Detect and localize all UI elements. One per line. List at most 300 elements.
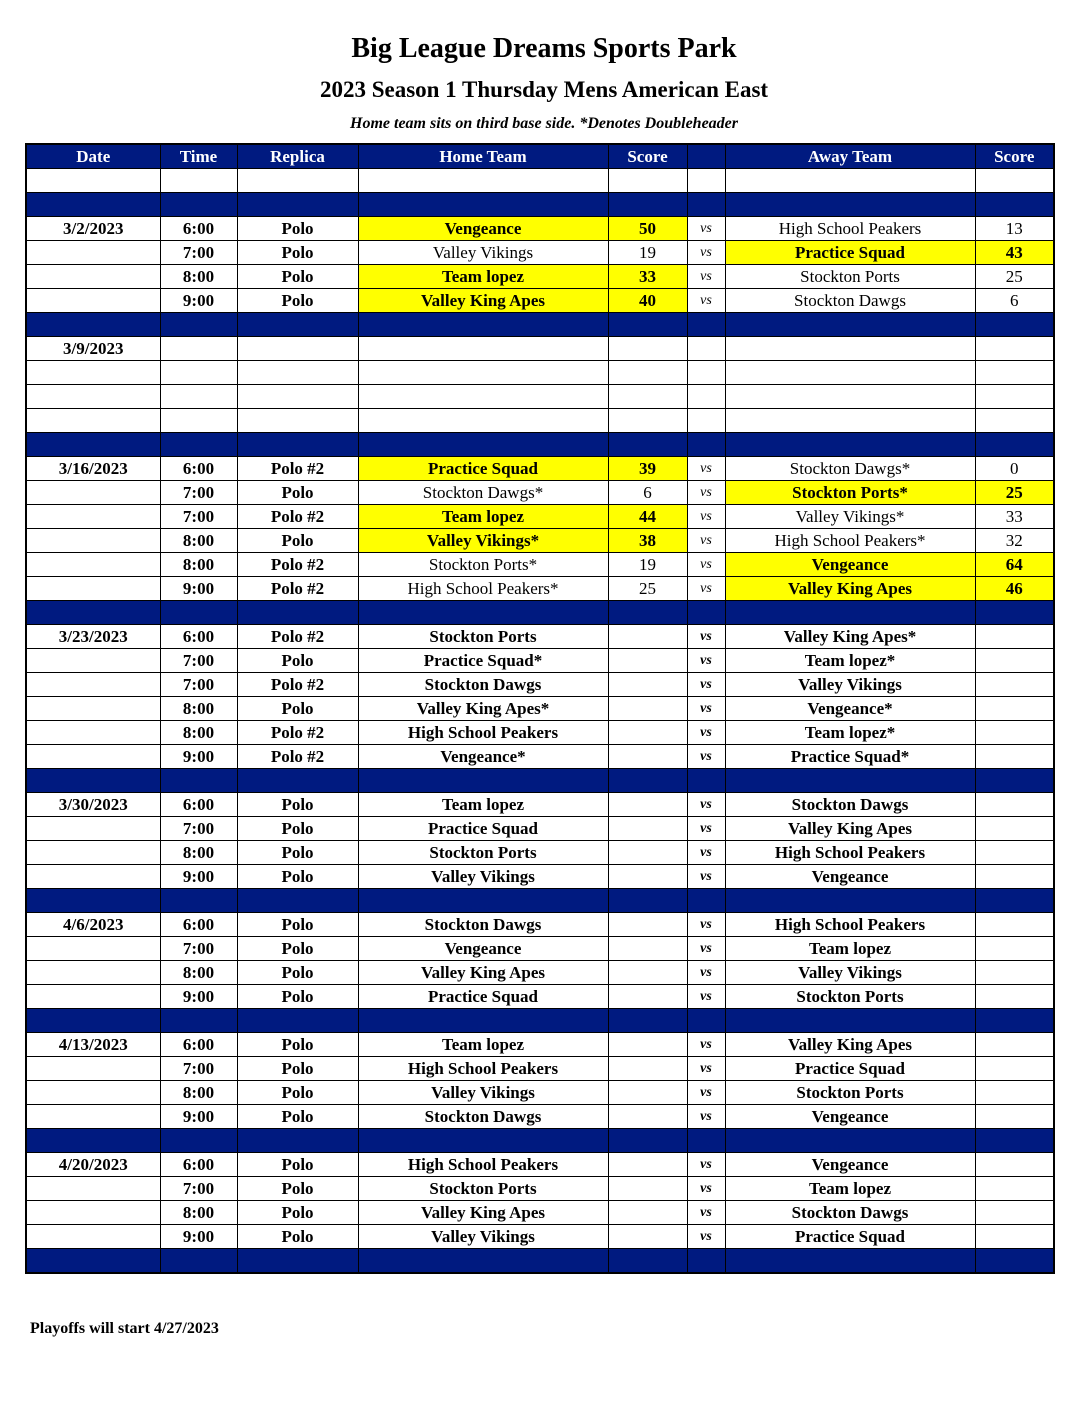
away-team-cell: Stockton Dawgs	[725, 1201, 975, 1225]
date-cell	[26, 649, 160, 673]
home-score-cell	[608, 793, 687, 817]
separator-cell	[160, 769, 237, 793]
away-score-cell: 32	[975, 529, 1054, 553]
away-team-cell: High School Peakers*	[725, 529, 975, 553]
home-score-cell	[608, 649, 687, 673]
time-cell: 8:00	[160, 841, 237, 865]
replica-cell: Polo #2	[237, 625, 358, 649]
time-cell: 8:00	[160, 1081, 237, 1105]
date-cell	[26, 241, 160, 265]
time-cell	[160, 409, 237, 433]
separator-cell	[160, 433, 237, 457]
col-home-score-header: Score	[608, 144, 687, 169]
separator-cell	[26, 769, 160, 793]
vs-cell: vs	[687, 793, 725, 817]
date-cell	[26, 529, 160, 553]
time-cell: 7:00	[160, 673, 237, 697]
away-team-cell: Vengeance	[725, 1105, 975, 1129]
separator-cell	[975, 433, 1054, 457]
separator-cell	[975, 889, 1054, 913]
away-score-cell	[975, 937, 1054, 961]
replica-cell: Polo	[237, 697, 358, 721]
separator-cell	[725, 769, 975, 793]
date-cell	[26, 697, 160, 721]
home-team-cell: Practice Squad*	[358, 649, 608, 673]
home-team-cell: Vengeance*	[358, 745, 608, 769]
time-cell: 7:00	[160, 481, 237, 505]
vs-cell: vs	[687, 697, 725, 721]
vs-cell: vs	[687, 625, 725, 649]
separator-cell	[608, 1129, 687, 1153]
separator-cell	[237, 601, 358, 625]
home-team-cell: Team lopez	[358, 265, 608, 289]
time-cell	[160, 385, 237, 409]
home-score-cell	[608, 1225, 687, 1249]
home-score-cell	[608, 169, 687, 193]
game-row	[26, 625, 1054, 649]
game-row	[26, 505, 1054, 529]
col-date-header: Date	[26, 144, 160, 169]
separator-cell	[358, 1009, 608, 1033]
replica-cell: Polo	[237, 1057, 358, 1081]
separator-cell	[608, 601, 687, 625]
separator-row	[26, 601, 1054, 625]
separator-cell	[160, 889, 237, 913]
time-cell: 9:00	[160, 1105, 237, 1129]
away-team-cell: Valley King Apes	[725, 817, 975, 841]
home-team-cell: High School Peakers	[358, 721, 608, 745]
replica-cell: Polo	[237, 529, 358, 553]
col-away-team-header: Away Team	[725, 144, 975, 169]
away-team-cell: High School Peakers	[725, 217, 975, 241]
home-team-cell: Valley Vikings	[358, 1081, 608, 1105]
game-row	[26, 913, 1054, 937]
away-team-cell: Vengeance	[725, 553, 975, 577]
vs-cell: vs	[687, 529, 725, 553]
home-team-cell: Stockton Dawgs	[358, 913, 608, 937]
date-cell	[26, 841, 160, 865]
replica-cell: Polo	[237, 1033, 358, 1057]
away-score-cell	[975, 913, 1054, 937]
time-cell: 6:00	[160, 793, 237, 817]
game-row	[26, 1057, 1054, 1081]
header-row	[26, 144, 1054, 169]
away-score-cell	[975, 793, 1054, 817]
replica-cell: Polo	[237, 265, 358, 289]
time-cell: 8:00	[160, 529, 237, 553]
game-row	[26, 985, 1054, 1009]
away-score-cell	[975, 721, 1054, 745]
date-cell	[26, 1105, 160, 1129]
vs-cell	[687, 169, 725, 193]
home-team-cell: Stockton Ports	[358, 625, 608, 649]
away-score-cell	[975, 337, 1054, 361]
time-cell: 9:00	[160, 985, 237, 1009]
away-score-cell: 43	[975, 241, 1054, 265]
replica-cell: Polo #2	[237, 553, 358, 577]
away-team-cell: Stockton Dawgs*	[725, 457, 975, 481]
away-team-cell: Valley Vikings*	[725, 505, 975, 529]
separator-cell	[237, 1129, 358, 1153]
home-score-cell: 25	[608, 577, 687, 601]
separator-cell	[975, 1129, 1054, 1153]
separator-cell	[975, 601, 1054, 625]
doubleheader-note: Home team sits on third base side. *Denotes Doubleheader	[350, 115, 738, 132]
separator-cell	[160, 313, 237, 337]
away-team-cell: Team lopez	[725, 1177, 975, 1201]
date-cell	[26, 1225, 160, 1249]
home-team-cell: Team lopez	[358, 793, 608, 817]
home-team-cell: High School Peakers*	[358, 577, 608, 601]
time-cell: 8:00	[160, 697, 237, 721]
replica-cell: Polo	[237, 649, 358, 673]
away-score-cell: 46	[975, 577, 1054, 601]
away-team-cell: High School Peakers	[725, 913, 975, 937]
home-score-cell: 19	[608, 553, 687, 577]
vs-cell: vs	[687, 913, 725, 937]
home-score-cell	[608, 1177, 687, 1201]
separator-cell	[160, 1249, 237, 1274]
replica-cell	[237, 385, 358, 409]
date-cell	[26, 481, 160, 505]
home-score-cell	[608, 409, 687, 433]
home-team-cell: Stockton Ports	[358, 841, 608, 865]
separator-row	[26, 769, 1054, 793]
away-score-cell: 25	[975, 481, 1054, 505]
replica-cell: Polo	[237, 217, 358, 241]
replica-cell: Polo	[237, 961, 358, 985]
away-team-cell: Valley King Apes	[725, 1033, 975, 1057]
away-score-cell	[975, 697, 1054, 721]
game-row	[26, 649, 1054, 673]
replica-cell	[237, 169, 358, 193]
away-team-cell: Practice Squad	[725, 241, 975, 265]
empty-row	[26, 337, 1054, 361]
date-cell	[26, 1057, 160, 1081]
schedule-table	[25, 143, 1055, 1274]
away-team-cell: Valley Vikings	[725, 961, 975, 985]
vs-cell: vs	[687, 961, 725, 985]
away-score-cell: 25	[975, 265, 1054, 289]
vs-cell: vs	[687, 553, 725, 577]
away-score-cell	[975, 817, 1054, 841]
replica-cell: Polo #2	[237, 457, 358, 481]
separator-cell	[237, 889, 358, 913]
away-team-cell: Stockton Ports*	[725, 481, 975, 505]
date-cell	[26, 745, 160, 769]
separator-cell	[26, 433, 160, 457]
replica-cell: Polo	[237, 481, 358, 505]
separator-cell	[725, 601, 975, 625]
home-team-cell	[358, 169, 608, 193]
home-team-cell: Valley King Apes	[358, 1201, 608, 1225]
away-score-cell	[975, 385, 1054, 409]
away-score-cell: 13	[975, 217, 1054, 241]
date-cell	[26, 865, 160, 889]
separator-cell	[358, 193, 608, 217]
game-row	[26, 673, 1054, 697]
date-cell	[26, 553, 160, 577]
separator-cell	[725, 433, 975, 457]
home-score-cell	[608, 385, 687, 409]
date-cell	[26, 817, 160, 841]
away-score-cell	[975, 169, 1054, 193]
separator-cell	[725, 193, 975, 217]
away-score-cell	[975, 673, 1054, 697]
separator-cell	[687, 1129, 725, 1153]
vs-cell: vs	[687, 265, 725, 289]
game-row	[26, 553, 1054, 577]
home-team-cell: Stockton Dawgs	[358, 1105, 608, 1129]
home-score-cell	[608, 841, 687, 865]
vs-cell: vs	[687, 673, 725, 697]
game-row	[26, 457, 1054, 481]
separator-cell	[26, 313, 160, 337]
away-team-cell: Stockton Ports	[725, 1081, 975, 1105]
page-title: Big League Dreams Sports Park	[351, 33, 737, 64]
vs-cell: vs	[687, 745, 725, 769]
home-score-cell: 40	[608, 289, 687, 313]
schedule-body	[26, 169, 1054, 1274]
separator-cell	[237, 1249, 358, 1274]
home-score-cell	[608, 1057, 687, 1081]
home-team-cell: Practice Squad	[358, 457, 608, 481]
away-score-cell: 6	[975, 289, 1054, 313]
vs-cell: vs	[687, 817, 725, 841]
replica-cell: Polo	[237, 1105, 358, 1129]
separator-cell	[687, 889, 725, 913]
home-score-cell	[608, 1081, 687, 1105]
separator-cell	[237, 193, 358, 217]
separator-cell	[725, 1009, 975, 1033]
date-cell	[26, 1177, 160, 1201]
home-score-cell	[608, 937, 687, 961]
home-team-cell: Team lopez	[358, 505, 608, 529]
home-team-cell: Team lopez	[358, 1033, 608, 1057]
away-team-cell	[725, 169, 975, 193]
home-team-cell: Valley King Apes	[358, 961, 608, 985]
home-score-cell	[608, 985, 687, 1009]
replica-cell: Polo	[237, 937, 358, 961]
away-score-cell	[975, 841, 1054, 865]
vs-cell: vs	[687, 217, 725, 241]
playoffs-note: Playoffs will start 4/27/2023	[30, 1320, 219, 1337]
separator-cell	[26, 1249, 160, 1274]
time-cell: 7:00	[160, 937, 237, 961]
away-score-cell	[975, 1057, 1054, 1081]
away-score-cell	[975, 745, 1054, 769]
date-cell: 3/23/2023	[26, 625, 160, 649]
separator-cell	[687, 769, 725, 793]
game-row	[26, 865, 1054, 889]
home-team-cell: Valley Vikings	[358, 1225, 608, 1249]
home-team-cell: Valley King Apes	[358, 289, 608, 313]
away-score-cell	[975, 1033, 1054, 1057]
vs-cell: vs	[687, 1033, 725, 1057]
separator-row	[26, 889, 1054, 913]
date-cell: 3/9/2023	[26, 337, 160, 361]
vs-cell: vs	[687, 1225, 725, 1249]
home-team-cell: Stockton Dawgs	[358, 673, 608, 697]
home-score-cell	[608, 337, 687, 361]
separator-cell	[160, 1129, 237, 1153]
vs-cell: vs	[687, 1153, 725, 1177]
separator-cell	[725, 313, 975, 337]
home-team-cell	[358, 361, 608, 385]
separator-cell	[608, 769, 687, 793]
home-score-cell	[608, 625, 687, 649]
away-score-cell: 33	[975, 505, 1054, 529]
game-row	[26, 265, 1054, 289]
vs-cell: vs	[687, 457, 725, 481]
separator-cell	[608, 313, 687, 337]
vs-cell: vs	[687, 1081, 725, 1105]
separator-cell	[26, 193, 160, 217]
vs-cell: vs	[687, 289, 725, 313]
replica-cell	[237, 361, 358, 385]
col-away-score-header: Score	[975, 144, 1054, 169]
date-cell	[26, 169, 160, 193]
replica-cell: Polo #2	[237, 505, 358, 529]
away-team-cell: Valley King Apes	[725, 577, 975, 601]
home-score-cell: 44	[608, 505, 687, 529]
separator-cell	[608, 193, 687, 217]
separator-cell	[687, 193, 725, 217]
time-cell: 8:00	[160, 265, 237, 289]
away-score-cell	[975, 649, 1054, 673]
separator-cell	[160, 1009, 237, 1033]
vs-cell: vs	[687, 985, 725, 1009]
home-team-cell: Valley King Apes*	[358, 697, 608, 721]
home-team-cell: Valley Vikings	[358, 241, 608, 265]
time-cell: 9:00	[160, 745, 237, 769]
away-score-cell	[975, 1153, 1054, 1177]
empty-row	[26, 361, 1054, 385]
home-score-cell	[608, 1153, 687, 1177]
home-team-cell: Practice Squad	[358, 985, 608, 1009]
separator-cell	[975, 769, 1054, 793]
vs-cell	[687, 385, 725, 409]
vs-cell: vs	[687, 1177, 725, 1201]
date-cell: 3/16/2023	[26, 457, 160, 481]
separator-cell	[358, 889, 608, 913]
away-score-cell: 64	[975, 553, 1054, 577]
replica-cell: Polo	[237, 1177, 358, 1201]
separator-cell	[358, 313, 608, 337]
time-cell: 6:00	[160, 457, 237, 481]
col-home-team-header: Home Team	[358, 144, 608, 169]
time-cell	[160, 337, 237, 361]
away-score-cell	[975, 865, 1054, 889]
date-cell: 3/2/2023	[26, 217, 160, 241]
time-cell: 9:00	[160, 1225, 237, 1249]
vs-cell: vs	[687, 241, 725, 265]
away-team-cell: Stockton Ports	[725, 985, 975, 1009]
away-team-cell	[725, 409, 975, 433]
separator-cell	[237, 313, 358, 337]
game-row	[26, 1081, 1054, 1105]
home-score-cell: 39	[608, 457, 687, 481]
separator-cell	[975, 313, 1054, 337]
home-score-cell: 50	[608, 217, 687, 241]
home-team-cell: Vengeance	[358, 217, 608, 241]
vs-cell: vs	[687, 937, 725, 961]
separator-cell	[725, 1249, 975, 1274]
replica-cell: Polo	[237, 793, 358, 817]
away-team-cell: Vengeance*	[725, 697, 975, 721]
replica-cell: Polo	[237, 1225, 358, 1249]
away-team-cell: Valley King Apes*	[725, 625, 975, 649]
home-team-cell: High School Peakers	[358, 1153, 608, 1177]
separator-cell	[358, 1129, 608, 1153]
game-row	[26, 1225, 1054, 1249]
date-cell: 4/13/2023	[26, 1033, 160, 1057]
away-score-cell: 0	[975, 457, 1054, 481]
date-cell	[26, 721, 160, 745]
game-row	[26, 217, 1054, 241]
game-row	[26, 961, 1054, 985]
time-cell: 7:00	[160, 241, 237, 265]
game-row	[26, 745, 1054, 769]
home-team-cell: Vengeance	[358, 937, 608, 961]
empty-row	[26, 385, 1054, 409]
vs-cell	[687, 409, 725, 433]
date-cell	[26, 289, 160, 313]
away-team-cell	[725, 385, 975, 409]
separator-cell	[608, 433, 687, 457]
replica-cell: Polo #2	[237, 721, 358, 745]
time-cell: 7:00	[160, 1057, 237, 1081]
replica-cell: Polo	[237, 1153, 358, 1177]
home-score-cell	[608, 673, 687, 697]
home-score-cell	[608, 1033, 687, 1057]
replica-cell: Polo	[237, 985, 358, 1009]
home-score-cell: 6	[608, 481, 687, 505]
away-score-cell	[975, 361, 1054, 385]
away-score-cell	[975, 409, 1054, 433]
date-cell	[26, 961, 160, 985]
separator-row	[26, 433, 1054, 457]
game-row	[26, 481, 1054, 505]
date-cell	[26, 409, 160, 433]
game-row	[26, 1105, 1054, 1129]
home-team-cell: High School Peakers	[358, 1057, 608, 1081]
separator-cell	[608, 1009, 687, 1033]
time-cell: 7:00	[160, 649, 237, 673]
replica-cell: Polo	[237, 841, 358, 865]
col-vs-header	[687, 144, 725, 169]
away-score-cell	[975, 1201, 1054, 1225]
away-score-cell	[975, 1105, 1054, 1129]
time-cell: 6:00	[160, 913, 237, 937]
separator-row	[26, 1129, 1054, 1153]
col-time-header: Time	[160, 144, 237, 169]
separator-row	[26, 1009, 1054, 1033]
away-score-cell	[975, 625, 1054, 649]
home-team-cell: Practice Squad	[358, 817, 608, 841]
home-score-cell	[608, 961, 687, 985]
game-row	[26, 817, 1054, 841]
game-row	[26, 841, 1054, 865]
home-score-cell: 33	[608, 265, 687, 289]
separator-cell	[358, 1249, 608, 1274]
away-team-cell: High School Peakers	[725, 841, 975, 865]
date-cell	[26, 1081, 160, 1105]
time-cell	[160, 361, 237, 385]
time-cell: 8:00	[160, 1201, 237, 1225]
vs-cell	[687, 337, 725, 361]
vs-cell: vs	[687, 481, 725, 505]
